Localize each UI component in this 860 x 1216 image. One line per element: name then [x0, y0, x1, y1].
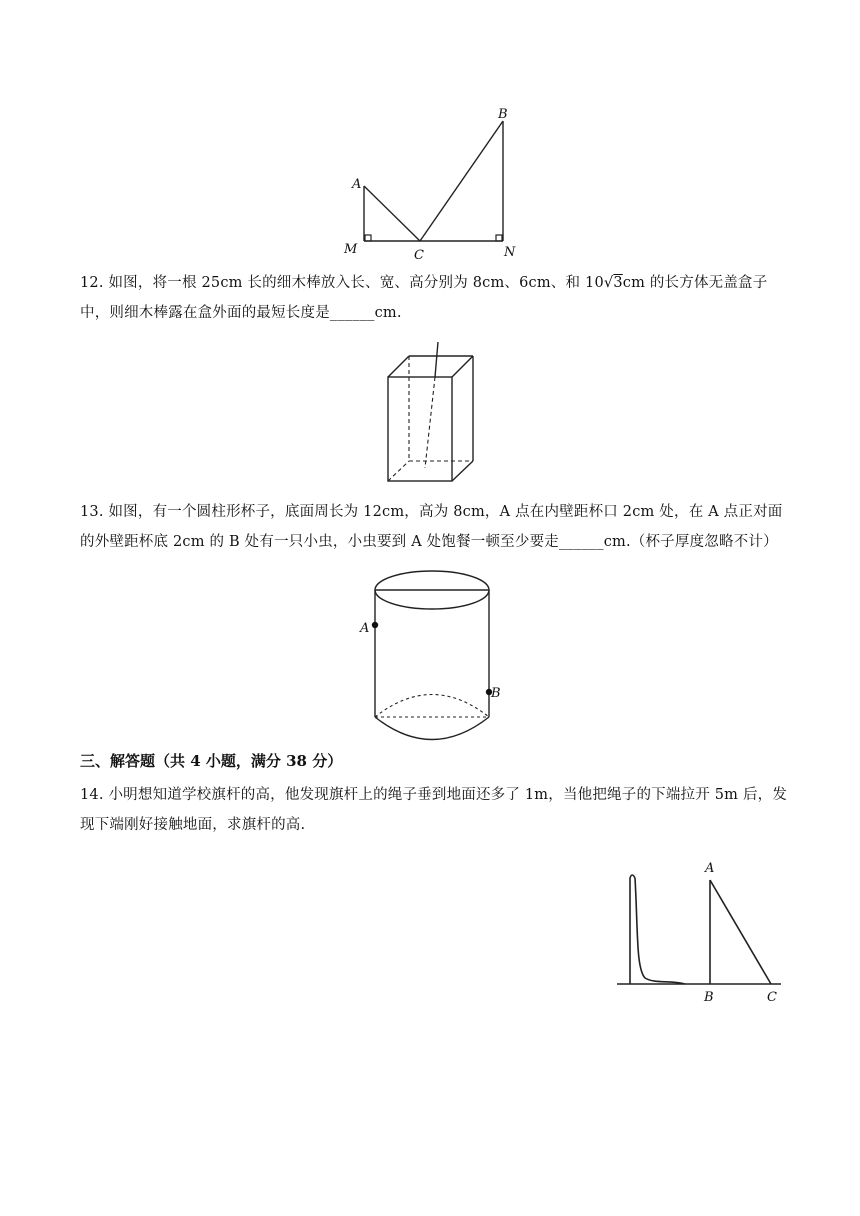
- label-b: B: [704, 990, 714, 1005]
- label-n: N: [504, 245, 516, 260]
- section-3-title: 三、解答题（共 4 小题，满分 38 分）: [80, 752, 343, 770]
- q13-text: 13. 如图，有一个圆柱形杯子，底面周长为 12cm，高为 8cm，A 点在内壁距杯口 2cm 处，在 A 点正对面的外壁距杯底 2cm 的 B 处有一只小虫，小虫要到 A 处饱餐一顿至少要走: [80, 504, 783, 550]
- q12-text-start: 12. 如图，将一根 25cm 长的细木棒放入长、宽、高分别为 8cm、6cm、和 10: [80, 275, 604, 291]
- q14-text: 14. 小明想知道学校旗杆的高，他发现旗杆上的绳子垂到地面还多了 1m，当他把绳子的下端拉开 5m 后，发现下端刚好接触地面，求旗杆的高.: [80, 787, 788, 833]
- label-c: C: [767, 990, 777, 1005]
- label-b: B: [491, 686, 501, 701]
- q12-text-end: cm.: [374, 305, 402, 321]
- label-a: A: [360, 621, 370, 636]
- q12-text-middle: cm 的长方体无盖盒子中，则细木棒露在盒外面的最短长度是: [80, 275, 768, 321]
- left-flagpole: [630, 875, 635, 984]
- q13-text-end: cm.（杯子厚度忽略不计）: [603, 534, 778, 550]
- q12-answer-blank[interactable]: ______: [329, 305, 375, 321]
- label-m: M: [344, 242, 358, 257]
- q13-answer-blank[interactable]: ______: [558, 534, 604, 550]
- label-a: A: [705, 861, 715, 876]
- slack-rope: [635, 878, 685, 984]
- sqrt-symbol: √: [603, 275, 614, 291]
- label-c: C: [414, 248, 424, 263]
- label-a: A: [352, 177, 362, 192]
- label-b: B: [498, 107, 508, 122]
- rope-ac: [710, 880, 771, 984]
- sqrt-argument: 3: [613, 275, 623, 291]
